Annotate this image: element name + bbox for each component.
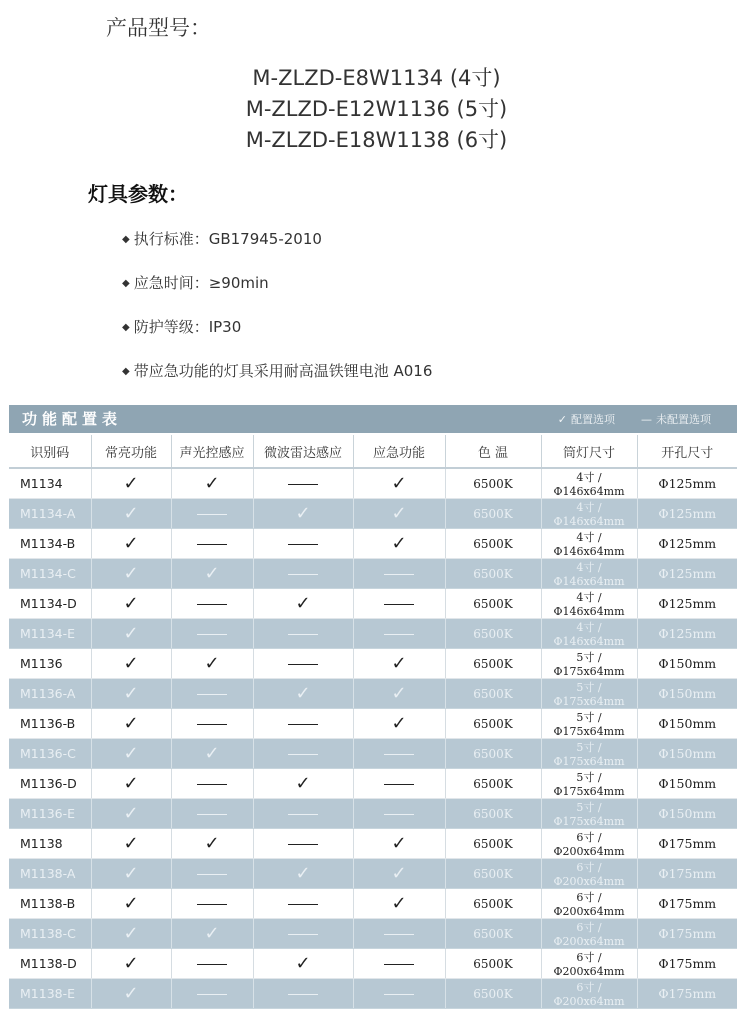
check-icon <box>253 949 353 979</box>
dash-icon <box>253 649 353 679</box>
table-title-bar <box>9 405 737 433</box>
table-row <box>9 529 737 559</box>
check-icon: ✓ <box>391 652 407 674</box>
check-icon: ✓ <box>204 832 220 854</box>
check-icon: ✓ <box>391 472 407 494</box>
downlight-size-cell: 6寸 / Φ200x64mm <box>541 889 637 919</box>
config-table <box>9 435 737 1009</box>
identification-code-cell: M1136-B <box>9 709 91 739</box>
column-header: 开孔尺寸 <box>637 435 737 468</box>
table-row <box>9 859 737 889</box>
downlight-size-cell: 5寸 / Φ175x64mm <box>541 799 637 829</box>
check-icon <box>91 589 171 619</box>
dash-icon <box>288 754 318 755</box>
dash-icon <box>353 799 445 829</box>
dash-icon <box>253 829 353 859</box>
identification-code-cell: M1136-E <box>9 799 91 829</box>
dash-icon <box>253 889 353 919</box>
table-row <box>9 769 737 799</box>
diamond-bullet-icon: ◆ <box>122 234 130 245</box>
dash-icon <box>353 979 445 1009</box>
cutout-size-cell: Φ175mm <box>637 859 737 889</box>
check-icon: ✓ <box>123 922 139 944</box>
check-icon <box>91 709 171 739</box>
cutout-size-cell: Φ175mm <box>637 979 737 1009</box>
table-row <box>9 979 737 1009</box>
param-text: 带应急功能的灯具采用耐高温铁锂电池 A016 <box>133 362 433 380</box>
identification-code-cell: M1134-A <box>9 499 91 529</box>
dash-icon <box>197 634 227 635</box>
dash-icon <box>171 859 253 889</box>
check-icon: ✓ <box>123 562 139 584</box>
check-icon <box>253 499 353 529</box>
dash-icon <box>171 529 253 559</box>
color-temperature-cell: 6500K <box>445 679 541 709</box>
color-temperature-cell: 6500K <box>445 468 541 499</box>
cutout-size-cell: Φ125mm <box>637 589 737 619</box>
param-list <box>122 228 432 404</box>
color-temperature-cell: 6500K <box>445 619 541 649</box>
color-temperature-cell: 6500K <box>445 829 541 859</box>
check-icon <box>353 829 445 859</box>
color-temperature-cell: 6500K <box>445 739 541 769</box>
identification-code-cell: M1136-C <box>9 739 91 769</box>
cutout-size-cell: Φ150mm <box>637 679 737 709</box>
check-icon: ✓ <box>123 682 139 704</box>
dash-icon <box>353 739 445 769</box>
table-row <box>9 949 737 979</box>
check-icon <box>91 919 171 949</box>
color-temperature-cell: 6500K <box>445 979 541 1009</box>
check-icon <box>91 739 171 769</box>
identification-code-cell: M1134-B <box>9 529 91 559</box>
cutout-size-cell: Φ125mm <box>637 499 737 529</box>
param-item-emergency-time <box>122 272 432 316</box>
check-icon <box>91 769 171 799</box>
check-icon: ✓ <box>123 772 139 794</box>
check-icon: ✓ <box>123 862 139 884</box>
column-header: 色 温 <box>445 435 541 468</box>
check-icon: ✓ <box>123 622 139 644</box>
dash-icon <box>288 544 318 545</box>
identification-code-cell: M1136-D <box>9 769 91 799</box>
dash-icon <box>253 919 353 949</box>
dash-icon <box>197 544 227 545</box>
dash-icon <box>384 784 414 785</box>
dash-icon <box>353 559 445 589</box>
dash-icon <box>171 589 253 619</box>
check-icon: ✓ <box>123 742 139 764</box>
dash-icon <box>288 634 318 635</box>
table-row <box>9 919 737 949</box>
identification-code-cell: M1134-D <box>9 589 91 619</box>
dash-icon <box>197 874 227 875</box>
table-row <box>9 468 737 499</box>
check-icon: ✓ <box>391 862 407 884</box>
identification-code-cell: M1138 <box>9 829 91 859</box>
dash-icon <box>353 949 445 979</box>
column-header: 常亮功能 <box>91 435 171 468</box>
check-icon: ✓ <box>123 502 139 524</box>
check-icon: ✓ <box>204 652 220 674</box>
dash-icon <box>171 979 253 1009</box>
color-temperature-cell: 6500K <box>445 949 541 979</box>
check-icon <box>91 468 171 499</box>
cutout-size-cell: Φ150mm <box>637 709 737 739</box>
dash-icon <box>253 979 353 1009</box>
column-header: 声光控感应 <box>171 435 253 468</box>
dash-icon <box>253 709 353 739</box>
downlight-size-cell: 5寸 / Φ175x64mm <box>541 769 637 799</box>
table-row <box>9 589 737 619</box>
dash-icon <box>197 604 227 605</box>
param-item-protection <box>122 316 432 360</box>
check-icon: ✓ <box>391 892 407 914</box>
cutout-size-cell: Φ150mm <box>637 769 737 799</box>
dash-icon <box>197 514 227 515</box>
check-icon <box>353 859 445 889</box>
dash-icon <box>353 769 445 799</box>
check-icon: ✓ <box>123 532 139 554</box>
dash-icon <box>353 619 445 649</box>
table-row <box>9 739 737 769</box>
check-icon <box>91 829 171 859</box>
downlight-size-cell: 4寸 / Φ146x64mm <box>541 468 637 499</box>
legend-configured-label: 配置选项 <box>571 413 615 426</box>
column-header: 应急功能 <box>353 435 445 468</box>
dash-icon <box>384 634 414 635</box>
check-icon <box>171 468 253 499</box>
dash-icon <box>253 739 353 769</box>
check-icon <box>253 769 353 799</box>
color-temperature-cell: 6500K <box>445 709 541 739</box>
color-temperature-cell: 6500K <box>445 559 541 589</box>
check-icon <box>91 679 171 709</box>
check-icon <box>353 679 445 709</box>
downlight-size-cell: 4寸 / Φ146x64mm <box>541 589 637 619</box>
check-icon: ✓ <box>295 862 311 884</box>
check-icon: ✓ <box>123 832 139 854</box>
cutout-size-cell: Φ150mm <box>637 799 737 829</box>
color-temperature-cell: 6500K <box>445 799 541 829</box>
dash-icon <box>253 529 353 559</box>
check-icon: ✓ <box>295 592 311 614</box>
check-icon <box>171 739 253 769</box>
dash-icon <box>384 754 414 755</box>
check-icon: ✓ <box>204 562 220 584</box>
dash-icon <box>171 679 253 709</box>
check-icon <box>253 589 353 619</box>
downlight-size-cell: 6寸 / Φ200x64mm <box>541 829 637 859</box>
dash-icon <box>288 484 318 485</box>
dash-icon <box>171 889 253 919</box>
check-icon: ✓ <box>123 892 139 914</box>
dash-icon <box>353 919 445 949</box>
cutout-size-cell: Φ125mm <box>637 468 737 499</box>
downlight-size-cell: 5寸 / Φ175x64mm <box>541 649 637 679</box>
check-icon: ✓ <box>204 472 220 494</box>
dash-icon <box>288 664 318 665</box>
downlight-size-cell: 5寸 / Φ175x64mm <box>541 709 637 739</box>
dash-icon <box>253 468 353 499</box>
dash-icon <box>197 904 227 905</box>
check-icon <box>353 709 445 739</box>
table-row <box>9 829 737 859</box>
downlight-size-cell: 4寸 / Φ146x64mm <box>541 619 637 649</box>
check-icon <box>91 529 171 559</box>
identification-code-cell: M1138-C <box>9 919 91 949</box>
function-config-table <box>9 405 737 1009</box>
dash-icon <box>384 994 414 995</box>
check-icon: ✓ <box>123 982 139 1004</box>
table-row <box>9 499 737 529</box>
downlight-size-cell: 5寸 / Φ175x64mm <box>541 679 637 709</box>
cutout-size-cell: Φ150mm <box>637 739 737 769</box>
downlight-size-cell: 5寸 / Φ175x64mm <box>541 739 637 769</box>
check-icon: ✓ <box>391 502 407 524</box>
dash-icon <box>171 949 253 979</box>
check-icon <box>91 949 171 979</box>
check-icon <box>353 529 445 559</box>
dash-icon <box>253 559 353 589</box>
check-icon: ✓ <box>295 772 311 794</box>
param-text: 应急时间：≥90min <box>133 274 269 292</box>
cutout-size-cell: Φ125mm <box>637 559 737 589</box>
check-icon: ✓ <box>123 652 139 674</box>
check-icon <box>353 649 445 679</box>
param-item-battery <box>122 360 432 404</box>
dash-icon <box>288 934 318 935</box>
downlight-size-cell: 6寸 / Φ200x64mm <box>541 949 637 979</box>
check-icon <box>171 559 253 589</box>
color-temperature-cell: 6500K <box>445 769 541 799</box>
check-icon <box>91 619 171 649</box>
check-icon: ✓ <box>123 952 139 974</box>
check-icon <box>353 468 445 499</box>
dash-icon <box>171 799 253 829</box>
check-icon: ✓ <box>391 712 407 734</box>
dash-icon <box>197 964 227 965</box>
dash-icon <box>197 994 227 995</box>
check-icon <box>91 559 171 589</box>
check-icon <box>91 979 171 1009</box>
check-icon: ✓ <box>204 742 220 764</box>
param-text: 防护等级：IP30 <box>133 318 242 336</box>
cutout-size-cell: Φ175mm <box>637 919 737 949</box>
check-icon: ✓ <box>204 922 220 944</box>
identification-code-cell: M1134 <box>9 468 91 499</box>
color-temperature-cell: 6500K <box>445 499 541 529</box>
dash-icon <box>353 589 445 619</box>
params-heading: 灯具参数： <box>88 182 188 206</box>
param-text: 执行标准：GB17945-2010 <box>133 230 322 248</box>
dash-icon <box>253 619 353 649</box>
check-icon: ✓ <box>295 952 311 974</box>
check-icon <box>171 649 253 679</box>
dash-icon <box>171 499 253 529</box>
cutout-size-cell: Φ175mm <box>637 889 737 919</box>
dash-icon <box>197 814 227 815</box>
dash-icon <box>171 709 253 739</box>
dash-icon <box>288 574 318 575</box>
dash-icon <box>171 619 253 649</box>
table-row <box>9 649 737 679</box>
dash-icon <box>288 994 318 995</box>
check-icon: ✓ <box>295 502 311 524</box>
color-temperature-cell: 6500K <box>445 649 541 679</box>
check-icon <box>353 499 445 529</box>
model-line-4-inch: M-ZLZD-E8W1134 (4寸) <box>252 66 501 90</box>
identification-code-cell: M1134-C <box>9 559 91 589</box>
check-icon <box>91 799 171 829</box>
downlight-size-cell: 4寸 / Φ146x64mm <box>541 529 637 559</box>
dash-icon <box>384 604 414 605</box>
cutout-size-cell: Φ175mm <box>637 949 737 979</box>
param-item-standard <box>122 228 432 272</box>
model-list <box>0 63 753 156</box>
downlight-size-cell: 6寸 / Φ200x64mm <box>541 859 637 889</box>
table-row <box>9 559 737 589</box>
identification-code-cell: M1138-D <box>9 949 91 979</box>
table-row <box>9 889 737 919</box>
table-row <box>9 679 737 709</box>
color-temperature-cell: 6500K <box>445 529 541 559</box>
check-icon: ✓ <box>123 712 139 734</box>
identification-code-cell: M1136 <box>9 649 91 679</box>
table-row <box>9 619 737 649</box>
identification-code-cell: M1138-E <box>9 979 91 1009</box>
check-icon <box>171 829 253 859</box>
table-row <box>9 709 737 739</box>
check-icon <box>91 649 171 679</box>
identification-code-cell: M1136-A <box>9 679 91 709</box>
downlight-size-cell: 6寸 / Φ200x64mm <box>541 919 637 949</box>
model-heading: 产品型号： <box>106 16 211 40</box>
identification-code-cell: M1138-B <box>9 889 91 919</box>
model-line-6-inch: M-ZLZD-E18W1138 (6寸) <box>245 128 508 152</box>
column-header: 筒灯尺寸 <box>541 435 637 468</box>
table-legend <box>554 411 711 427</box>
table-title: 功能配置表 <box>22 410 123 428</box>
check-icon <box>171 919 253 949</box>
check-icon <box>253 859 353 889</box>
check-icon <box>91 889 171 919</box>
color-temperature-cell: 6500K <box>445 919 541 949</box>
dash-icon <box>384 814 414 815</box>
check-icon: ✓ <box>391 682 407 704</box>
identification-code-cell: M1138-A <box>9 859 91 889</box>
diamond-bullet-icon: ◆ <box>122 278 130 289</box>
legend-not-configured-label: 未配置选项 <box>656 413 711 426</box>
check-icon <box>91 499 171 529</box>
downlight-size-cell: 6寸 / Φ200x64mm <box>541 979 637 1009</box>
dash-icon <box>288 844 318 845</box>
check-icon <box>253 679 353 709</box>
table-header-row <box>9 435 737 468</box>
dash-icon <box>288 724 318 725</box>
cutout-size-cell: Φ125mm <box>637 529 737 559</box>
dash-icon <box>197 694 227 695</box>
check-icon: ✓ <box>391 832 407 854</box>
dash-icon: — <box>641 413 652 426</box>
dash-icon <box>288 904 318 905</box>
cutout-size-cell: Φ175mm <box>637 829 737 859</box>
check-icon <box>91 859 171 889</box>
dash-icon <box>384 934 414 935</box>
dash-icon <box>288 814 318 815</box>
diamond-bullet-icon: ◆ <box>122 366 130 377</box>
check-icon: ✓ <box>123 472 139 494</box>
color-temperature-cell: 6500K <box>445 859 541 889</box>
model-line-5-inch: M-ZLZD-E12W1136 (5寸) <box>245 97 508 121</box>
column-header: 识别码 <box>9 435 91 468</box>
dash-icon <box>197 784 227 785</box>
color-temperature-cell: 6500K <box>445 589 541 619</box>
dash-icon <box>384 964 414 965</box>
check-icon: ✓ <box>123 592 139 614</box>
diamond-bullet-icon: ◆ <box>122 322 130 333</box>
cutout-size-cell: Φ125mm <box>637 619 737 649</box>
table-row <box>9 799 737 829</box>
column-header: 微波雷达感应 <box>253 435 353 468</box>
check-icon <box>353 889 445 919</box>
table-body <box>9 468 737 1009</box>
check-icon: ✓ <box>557 413 567 426</box>
downlight-size-cell: 4寸 / Φ146x64mm <box>541 559 637 589</box>
dash-icon <box>253 799 353 829</box>
check-icon: ✓ <box>391 532 407 554</box>
downlight-size-cell: 4寸 / Φ146x64mm <box>541 499 637 529</box>
dash-icon <box>171 769 253 799</box>
check-icon: ✓ <box>295 682 311 704</box>
dash-icon <box>384 574 414 575</box>
color-temperature-cell: 6500K <box>445 889 541 919</box>
identification-code-cell: M1134-E <box>9 619 91 649</box>
dash-icon <box>197 724 227 725</box>
check-icon: ✓ <box>123 802 139 824</box>
cutout-size-cell: Φ150mm <box>637 649 737 679</box>
